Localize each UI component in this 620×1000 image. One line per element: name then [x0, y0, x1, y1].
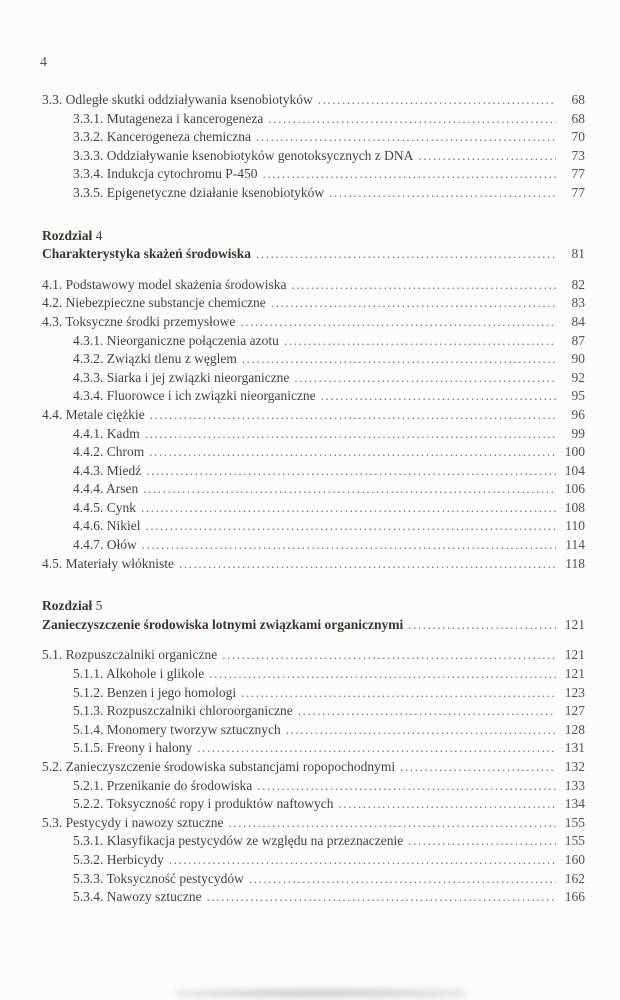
toc-leader-dots	[146, 462, 556, 481]
toc-leader-dots	[294, 369, 556, 388]
chapter-title-row	[42, 245, 585, 264]
toc-entry	[42, 369, 585, 388]
toc-entry	[42, 443, 585, 462]
toc-page-number: 118	[565, 555, 585, 571]
toc-leader-dots	[329, 184, 556, 203]
chapter-label	[42, 597, 585, 616]
toc-entry-label: 3.3.5. Epigenetyczne działanie ksenobiotyków	[73, 184, 325, 200]
toc-entry	[42, 684, 585, 703]
chapter-heading	[42, 227, 585, 264]
toc-entry	[42, 721, 585, 740]
toc-leader-dots	[318, 91, 556, 110]
toc-entry-label: 5.3.3. Toksyczność pestycydów	[73, 870, 244, 886]
toc-page-number: 68	[571, 110, 585, 126]
toc-leader-dots	[271, 294, 556, 313]
toc-entry-label: 5.2. Zanieczyszczenie środowiska substancjami ropopochodnymi	[42, 759, 396, 774]
toc-entry-label: 4.4.1. Kadm	[73, 425, 140, 441]
toc-entry	[42, 702, 585, 721]
toc-leader-dots	[209, 665, 556, 684]
toc-leader-dots	[408, 616, 556, 635]
toc-page-number: 114	[565, 537, 585, 553]
toc-page-number: 162	[564, 870, 585, 886]
toc-entry-label: 5.3. Pestycydy i nawozy sztuczne	[42, 814, 224, 830]
toc-entry-label: 4.4.7. Ołów	[73, 537, 137, 553]
toc-entry-label: 4.3.2. Związki tlenu z węglem	[73, 351, 237, 367]
toc-entry-label: 5.2.1. Przenikanie do środowiska	[73, 777, 253, 793]
chapter-title: Charakterystyka skażeń środowiska	[42, 246, 252, 262]
toc-leader-dots	[249, 870, 556, 889]
toc-entry-label: 3.3.1. Mutageneza i kancerogeneza	[73, 110, 264, 126]
toc-page-number: 83	[571, 295, 585, 311]
toc-leader-dots	[146, 517, 557, 536]
toc-entry	[42, 499, 585, 518]
toc-entry	[42, 350, 585, 369]
toc-leader-dots	[169, 851, 556, 870]
toc-leader-dots	[418, 147, 556, 166]
toc-entry-label: 5.1.2. Benzen i jego homologi	[73, 684, 237, 700]
toc-entry-label: 3.3. Odległe skutki oddziaływania ksenobiotyków	[42, 92, 313, 107]
toc-leader-dots	[257, 777, 556, 796]
toc-entry	[42, 387, 585, 406]
toc-entry-label: 3.3.2. Kancerogeneza chemiczna	[73, 129, 252, 145]
toc-entry-label: 4.4.3. Miedź	[73, 462, 142, 478]
toc-entry-label: 4.4.6. Nikiel	[73, 518, 141, 534]
toc-page-number: 92	[571, 369, 585, 385]
toc-entry	[42, 313, 585, 332]
toc-page-number: 166	[564, 889, 585, 905]
toc-entry	[42, 276, 585, 295]
toc-entry	[42, 110, 585, 129]
toc-entry-label: 4.3.1. Nieorganiczne połączenia azotu	[73, 332, 279, 348]
toc-leader-dots	[321, 387, 556, 406]
toc-entry	[42, 758, 585, 777]
toc-entry-label: 5.1. Rozpuszczalniki organiczne	[42, 647, 218, 663]
toc-entry	[42, 665, 585, 684]
toc-entry	[42, 646, 585, 665]
toc-page-number: 155	[564, 833, 585, 849]
chapter-number: 5	[95, 598, 103, 614]
toc-entry	[42, 555, 585, 574]
toc-leader-dots	[179, 555, 556, 574]
toc-entry-label: 5.1.5. Freony i halony	[73, 740, 193, 756]
toc-entry	[42, 128, 585, 147]
toc-leader-dots	[400, 758, 556, 777]
toc-entry	[42, 795, 585, 814]
toc-page-number: 121	[564, 666, 585, 682]
toc-page-number: 121	[564, 647, 585, 663]
toc-leader-dots	[207, 888, 556, 907]
chapter-title-row	[42, 616, 585, 635]
toc-page-number: 132	[564, 759, 585, 774]
toc-entry	[42, 294, 585, 313]
toc-page-number: 87	[571, 332, 585, 348]
chapter-label	[42, 227, 585, 246]
toc-entry-label: 5.1.1. Alkohole i glikole	[73, 666, 205, 682]
toc-leader-dots	[228, 814, 556, 833]
toc-entry	[42, 184, 585, 203]
toc-leader-dots	[286, 721, 556, 740]
toc-page-number: 123	[564, 684, 585, 700]
toc-entry-label: 3.3.3. Oddziaływanie ksenobiotyków genotoksycznych z DNA	[73, 147, 414, 163]
toc-page-number: 68	[571, 92, 585, 107]
toc-leader-dots	[256, 245, 556, 264]
toc-leader-dots	[149, 443, 556, 462]
toc-entry	[42, 147, 585, 166]
toc-entry	[42, 462, 585, 481]
toc-leader-dots	[242, 350, 556, 369]
toc-entry-label: 4.5. Materiały włókniste	[42, 555, 174, 571]
toc-page-number: 133	[564, 777, 585, 793]
table-of-contents	[42, 91, 585, 907]
toc-page-number: 110	[565, 518, 585, 534]
toc-page-number: 106	[564, 481, 585, 497]
toc-entry	[42, 406, 585, 425]
toc-page-number: 70	[571, 129, 585, 145]
toc-leader-dots	[268, 110, 556, 129]
toc-entry	[42, 517, 585, 536]
toc-page-number: 99	[571, 425, 585, 441]
toc-entry	[42, 832, 585, 851]
page-number: 4	[40, 55, 47, 70]
toc-entry-label: 4.4.5. Cynk	[73, 499, 137, 515]
toc-leader-dots	[339, 795, 556, 814]
toc-page-number: 121	[564, 616, 585, 632]
toc-page-number: 96	[571, 406, 585, 422]
toc-entry	[42, 870, 585, 889]
toc-leader-dots	[150, 406, 556, 425]
toc-entry	[42, 739, 585, 758]
chapter-number: 4	[95, 227, 103, 243]
toc-page-number: 95	[571, 388, 585, 404]
toc-entry	[42, 536, 585, 555]
toc-entry-label: 4.2. Niebezpieczne substancje chemiczne	[42, 295, 266, 311]
toc-page-number: 90	[571, 351, 585, 367]
chapter-heading	[42, 597, 585, 634]
toc-page-number: 155	[564, 814, 585, 830]
chapter-title: Zanieczyszczenie środowiska lotnymi związkami organicznymi	[42, 616, 404, 632]
toc-leader-dots	[240, 313, 556, 332]
toc-leader-dots	[262, 165, 556, 184]
toc-page-number: 77	[571, 166, 585, 182]
toc-entry-label: 4.4.2. Chrom	[73, 444, 145, 460]
toc-leader-dots	[241, 684, 556, 703]
toc-entry	[42, 777, 585, 796]
toc-page-number: 131	[564, 740, 585, 756]
toc-entry-label: 4.4. Metale ciężkie	[42, 406, 145, 422]
toc-leader-dots	[145, 425, 556, 444]
toc-page-number: 160	[564, 851, 585, 867]
toc-page-number: 84	[571, 313, 585, 329]
toc-leader-dots	[197, 739, 556, 758]
toc-entry-label: 5.1.3. Rozpuszczalniki chloroorganiczne	[73, 703, 293, 719]
toc-entry-label: 5.3.1. Klasyfikacja pestycydów ze względu na przeznaczenie	[73, 833, 404, 849]
toc-page-number: 77	[571, 184, 585, 200]
toc-entry	[42, 332, 585, 351]
toc-entry-label: 4.3. Toksyczne środki przemysłowe	[42, 313, 236, 329]
toc-entry	[42, 425, 585, 444]
toc-entry-label: 3.3.4. Indukcja cytochromu P-450	[73, 166, 258, 182]
toc-page-number: 134	[564, 796, 585, 812]
chapter-label-text: Rozdział	[42, 598, 96, 614]
toc-leader-dots	[284, 332, 556, 351]
toc-page-number: 73	[571, 147, 585, 163]
toc-page-number: 82	[571, 276, 585, 292]
toc-leader-dots	[408, 832, 556, 851]
toc-entry-label: 4.4.4. Arsen	[73, 481, 139, 497]
toc-entry-label: 4.3.4. Fluorowce i ich związki nieorganiczne	[73, 388, 316, 404]
page-bleed-smudge	[175, 986, 465, 1000]
toc-entry	[42, 480, 585, 499]
toc-leader-dots	[256, 128, 556, 147]
toc-entry-label: 5.3.4. Nawozy sztuczne	[73, 889, 202, 905]
toc-page-number: 128	[564, 721, 585, 737]
toc-leader-dots	[141, 499, 556, 518]
toc-page-number: 100	[564, 444, 585, 460]
toc-entry-label: 5.2.2. Toksyczność ropy i produktów naftowych	[73, 796, 334, 812]
toc-page-number: 108	[564, 499, 585, 515]
chapter-label-text: Rozdział	[42, 227, 96, 243]
toc-page-number: 81	[571, 246, 585, 262]
toc-entry-label: 4.3.3. Siarka i jej związki nieorganiczne	[73, 369, 290, 385]
toc-entry	[42, 851, 585, 870]
toc-entry-label: 4.1. Podstawowy model skażenia środowiska	[42, 276, 287, 292]
toc-entry	[42, 888, 585, 907]
toc-entry	[42, 165, 585, 184]
toc-leader-dots	[142, 536, 556, 555]
toc-entry	[42, 91, 585, 110]
toc-entry-label: 5.3.2. Herbicydy	[73, 851, 164, 867]
toc-leader-dots	[143, 480, 556, 499]
toc-entry-label: 5.1.4. Monomery tworzyw sztucznych	[73, 721, 281, 737]
toc-entry	[42, 814, 585, 833]
toc-page-number: 104	[564, 462, 585, 478]
toc-leader-dots	[298, 702, 556, 721]
toc-leader-dots	[291, 276, 556, 295]
toc-leader-dots	[222, 646, 556, 665]
toc-page-number: 127	[564, 703, 585, 719]
